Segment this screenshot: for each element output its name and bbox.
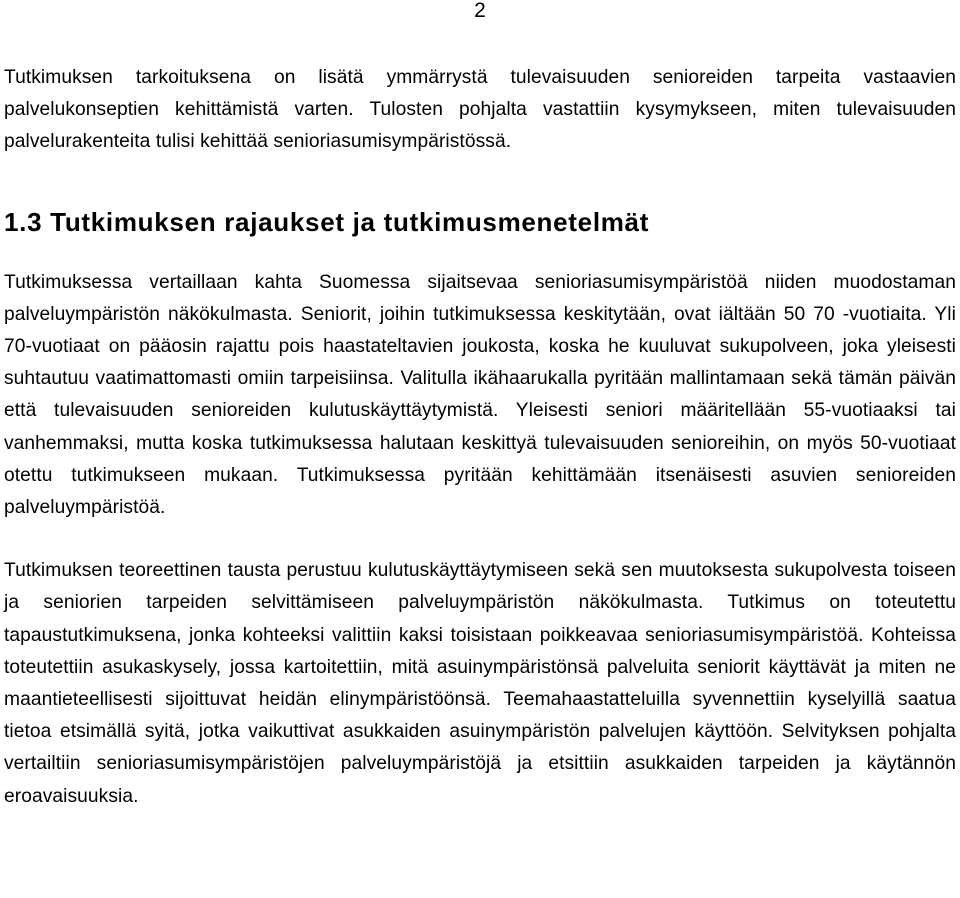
intro-paragraph: Tutkimuksen tarkoituksena on lisätä ymmärrystä tulevaisuuden senioreiden tarpeita vastaavien palvelukonseptien kehittämistä varten. Tulosten pohjalta vastattiin kysymykseen, miten tulevaisuuden palvelurakenteita tulisi kehittää senioriasumisympäristössä. <box>4 67 956 153</box>
page-number: 2 <box>474 0 486 22</box>
methods-paragraph: Tutkimuksen teoreettinen tausta perustuu kulutuskäyttäytymiseen sekä sen muutoksesta sukupolvesta toiseen ja seniorien tarpeiden selvittämiseen palveluympäristön näkökulmasta. Tutkimus on toteutettu tapaustutkimuksena, jonka kohteeksi valittiin kaksi toisistaan poikkeavaa senioriasumisympäristöä. Kohteissa toteutettiin asukaskysely, jossa kartoitettiin, mitä asuinympäristönsä palveluita seniorit käyttävät ja miten ne maantieteellisesti sijoittuvat heidän elinympäristöönsä. Teemahaastatteluilla syvennettiin kyselyillä saatua tietoa etsimällä syitä, jotka vaikuttivat asukkaiden asuinympäristön palvelujen käyttöön. Selvityksen pohjalta vertailtiin senioriasumisympäristöjen palveluympäristöjä ja etsittiin asukkaiden tarpeiden ja käytännön eroavaisuuksia. <box>4 560 956 807</box>
document-body <box>4 62 956 813</box>
section-heading: 1.3 Tutkimuksen rajaukset ja tutkimusmenetelmät <box>4 206 650 237</box>
scope-paragraph: Tutkimuksessa vertaillaan kahta Suomessa sijaitsevaa senioriasumisympäristöä niiden muodostaman palveluympäristön näkökulmasta. Seniorit, joihin tutkimuksessa keskitytään, ovat iältään 50 70 -vuotiaita. Yli 70-vuotiaat on pääosin rajattu pois haastateltavien joukosta, koska he kuuluvat sukupolveen, joka yleisesti suhtautuu vaatimattomasti omiin tarpeisiinsa. Valitulla ikähaarukalla pyritään mallintamaan sekä tämän päivän että tulevaisuuden senioreiden kulutuskäyttäytymistä. Yleisesti seniori määritellään 55-vuotiaaksi tai vanhemmaksi, mutta koska tutkimuksessa halutaan keskittyä tulevaisuuden senioreihin, on myös 50-vuotiaat otettu tutkimukseen mukaan. Tutkimuksessa pyritään kehittämään itsenäisesti asuvien senioreiden palveluympäristöä. <box>4 271 956 519</box>
